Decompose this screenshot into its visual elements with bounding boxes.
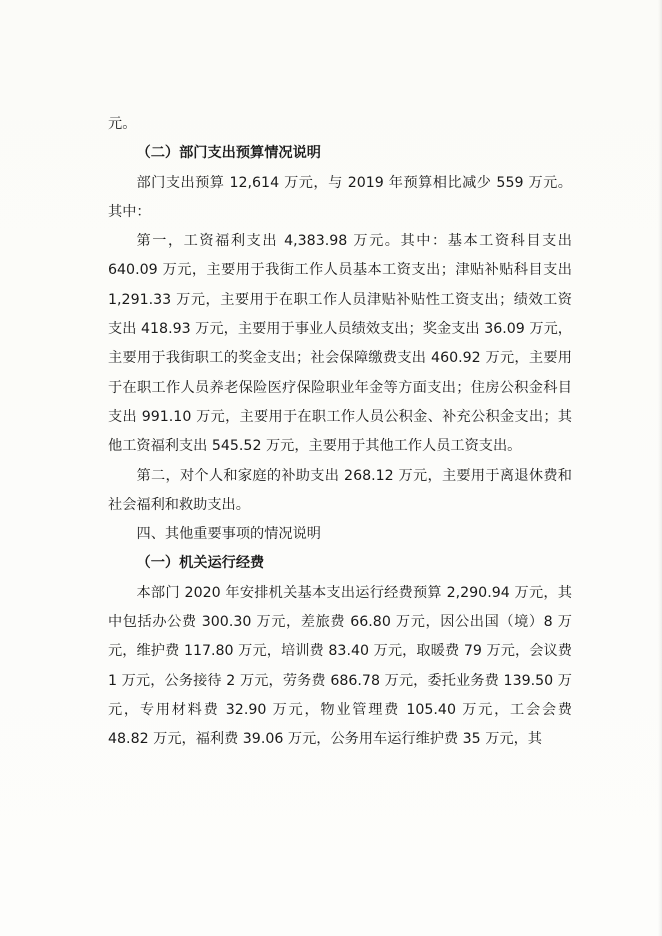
paragraph-operating-funds: 本部门 2020 年安排机关基本支出运行经费预算 2,290.94 万元，其中包括办公费 300.30 万元，差旅费 66.80 万元，因公出国（境）8 万元，维护费 117.80 万元，培训费 83.40 万元，取暖费 79 万元，会议费 1 万元，公务接待 2 万元，劳务费 686.78 万元，委托业务费 139.50 万元，专用材料费 32.90 万元，物业管理费 105.40 万元，工会会费 48.82 万元，福利费 39.06 万元，公务用车运行维护费 35 万元，其 <box>108 584 572 748</box>
document-body <box>108 110 572 755</box>
paragraph-continuation: 元。 <box>108 116 137 132</box>
section-heading-dept-expenditure: （二）部门支出预算情况说明 <box>136 145 321 162</box>
paragraph-household-subsidy: 第二，对个人和家庭的补助支出 268.12 万元，主要用于离退休费和社会福利和救助支出。 <box>108 467 572 513</box>
section-heading-other-matters: 四、其他重要事项的情况说明 <box>136 526 321 543</box>
page-edge-shadow <box>658 0 662 936</box>
paragraph-salary-welfare: 第一，工资福利支出 4,383.98 万元。其中：基本工资科目支出 640.09 万元，主要用于我街工作人员基本工资支出；津贴补贴科目支出 1,291.33 万元，主要用于在职工作人员津贴补贴性工资支出；绩效工资支出 418.93 万元，主要用于事业人员绩效支出；奖金支出 36.09 万元，主要用于我街职工的奖金支出；社会保障缴费支出 460.92 万元，主要用于在职工作人员养老保险医疗保险职业年金等方面支出；住房公积金科目支出 991.10 万元，主要用于在职工作人员公积金、补充公积金支出；其他工资福利支出 545.52 万元，主要用于其他工作人员工资支出。 <box>108 233 572 455</box>
paragraph-expenditure-total: 部门支出预算 12,614 万元，与 2019 年预算相比减少 559 万元。其中： <box>108 174 572 220</box>
section-heading-operating-funds: （一）机关运行经费 <box>136 555 265 572</box>
